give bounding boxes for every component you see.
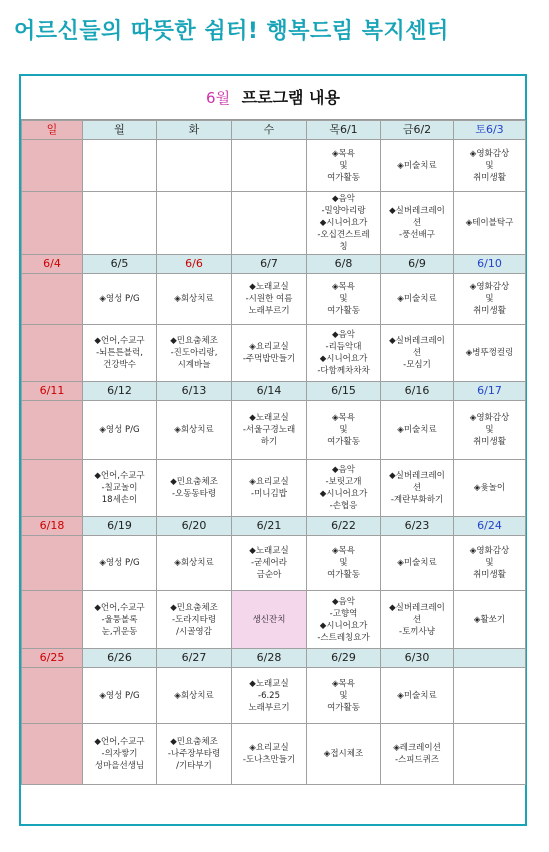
program-text: ◆실버레크레이 [389,206,445,216]
week-header-row [22,121,526,140]
program-text: ◈미술치료 [397,294,437,304]
program-text: ◆노래교실 [249,282,289,292]
program-text: ◈회상치료 [174,425,214,435]
program-text: 취미생활 [473,306,506,316]
program-text: ◆언어,수교구 [94,471,145,481]
program-cell [83,536,157,591]
program-cell [157,591,232,649]
program-text: -미니김밥 [251,489,287,499]
program-text: ◆노래교실 [249,678,289,689]
program-cell [157,536,232,591]
program-cell [381,140,454,192]
date-header-tue: 화 [157,121,232,140]
date-header-wed: 6/28 [232,649,307,668]
program-text: -토끼사냥 [399,626,435,637]
program-text: ◈영성 P/G [99,690,140,701]
program-cell [381,274,454,325]
program-text: -스트레칭요가 [317,632,370,643]
program-cell [157,274,232,325]
date-header-sun: 6/4 [22,255,83,274]
program-text: 및 [485,425,494,435]
program-text: ◈테이블탁구 [465,218,514,228]
program-cell [157,325,232,382]
program-text: ◈미술치료 [397,160,437,171]
program-text: -6.25 [258,690,280,701]
program-text: ◈요리교실 [249,477,289,487]
program-cell [454,460,526,517]
program-text: ◆실버레크레이 [389,336,445,346]
program-text: -도라지타령 [171,614,217,625]
program-cell [157,140,232,192]
program-text: ◈영성 P/G [99,294,140,304]
program-cell [381,536,454,591]
date-header-wed: 수 [232,121,307,140]
program-cell [83,325,157,382]
program-text: ◆시니어요가 [319,489,368,499]
program-text: -진도아리랑, [170,348,218,358]
week-header-row [22,649,526,668]
date-header-fri: 6/23 [381,517,454,536]
date-header-mon: 6/12 [83,382,157,401]
date-header-sat: 6/17 [454,382,526,401]
program-text: 생신잔치 [252,614,286,625]
date-header-fri: 금6/2 [381,121,454,140]
program-cell [381,325,454,382]
date-header-tue: 6/6 [157,255,232,274]
program-text: ◈레크레이션 [393,743,441,753]
program-text: ◈영화감상 [469,413,510,423]
program-cell [22,140,83,192]
program-text: ◈영화감상 [469,546,510,556]
program-cell [381,668,454,724]
program-row-am [22,401,526,460]
program-cell [83,274,157,325]
program-text: ◈영화감상 [469,282,510,292]
program-cell [83,192,157,255]
date-header-thu: 6/8 [307,255,381,274]
program-text: -도나츠만들기 [242,755,296,765]
program-cell [454,401,526,460]
program-cell [157,460,232,517]
date-header-wed: 6/7 [232,255,307,274]
program-text: ◆음악 [332,330,355,340]
program-text: -리듬악대 [325,342,362,352]
program-text: ◆민요춤체조 [170,602,218,613]
program-text: 여가활동 [327,172,360,183]
program-text: /기타부기 [176,761,212,771]
program-text: ◈목욕 [332,413,355,423]
program-cell [157,192,232,255]
program-cell [307,668,381,724]
program-text: 여가활동 [327,437,360,447]
program-text: 및 [485,558,494,568]
program-text: 시계바늘 [177,360,211,370]
date-header-mon: 월 [83,121,157,140]
date-header-mon: 6/5 [83,255,157,274]
date-header-thu: 6/22 [307,517,381,536]
program-cell [157,668,232,724]
program-text: 및 [485,160,494,171]
program-text: ◆민요춤체조 [170,477,218,487]
program-cell [307,325,381,382]
program-text: ◆음악 [332,194,355,204]
program-cell [232,192,307,255]
program-cell [232,536,307,591]
program-cell [83,724,157,785]
date-header-tue: 6/27 [157,649,232,668]
program-text: ◈영화감상 [469,148,510,159]
program-text: ◈윷놀이 [473,483,506,493]
program-text: 및 [339,558,348,568]
program-text: ◆언어,수교구 [94,602,145,613]
program-text: ◈목욕 [332,546,355,556]
program-text: 및 [339,425,348,435]
date-header-sat: 6/24 [454,517,526,536]
program-cell [454,325,526,382]
program-text: -칠교놀이 [101,483,138,493]
program-cell [232,591,307,649]
program-text: 취미생활 [473,570,506,580]
program-text: ◈미술치료 [397,425,437,435]
program-cell [454,591,526,649]
program-text: 여가활동 [327,702,360,713]
program-text: -시원한 여름 [245,294,293,304]
program-cell [83,401,157,460]
program-text: 18세손이 [101,495,138,505]
program-text: ◈회상치료 [174,294,214,304]
date-header-sun: 6/11 [22,382,83,401]
program-text: 및 [339,160,348,171]
program-text: 건강박수 [103,360,136,370]
program-text: -굳세어라 [251,558,287,568]
program-text: 션 [412,218,422,228]
program-cell [307,274,381,325]
program-text: -풍선배구 [399,230,435,240]
date-header-sun: 6/25 [22,649,83,668]
page-title: 어르신들의 따뜻한 쉼터! 행복드림 복지센터 [14,19,449,44]
program-text: ◆시니어요가 [319,620,368,631]
program-row-am [22,274,526,325]
program-cell [22,274,83,325]
date-header-tue: 6/13 [157,382,232,401]
program-text: 여가활동 [327,306,360,316]
program-text: ◈요리교실 [249,743,289,753]
program-text: ◈회상치료 [174,558,214,568]
program-cell [157,401,232,460]
program-cell [232,460,307,517]
program-text: -뇌튼튼블럭, [96,348,143,358]
program-cell [22,536,83,591]
program-text: ◈회상치료 [174,690,214,701]
program-cell [232,140,307,192]
program-text: ◆시니어요가 [319,354,368,364]
calendar-title-text: 프로그램 내용 [241,88,340,107]
program-text: -오동동타령 [171,489,217,499]
program-text: ◆노래교실 [249,413,289,423]
week-header-row [22,255,526,274]
program-text: 취미생활 [473,437,506,447]
program-cell [454,274,526,325]
calendar-month: 6월 [206,89,231,107]
program-cell [83,140,157,192]
date-header-wed: 6/21 [232,517,307,536]
program-cell [157,724,232,785]
program-cell [232,668,307,724]
program-text: ◈목욕 [332,678,355,689]
program-row-pm [22,325,526,382]
program-text: ◆실버레크레이 [389,602,445,613]
program-text: -모심기 [403,360,431,370]
program-text: ◈목욕 [332,282,355,292]
program-cell [454,536,526,591]
program-text: ◆민요춤체조 [170,336,218,346]
program-cell [22,668,83,724]
date-header-sun: 6/18 [22,517,83,536]
program-cell [307,536,381,591]
program-text: ◈목욕 [332,148,355,159]
program-cell [232,325,307,382]
program-text: -주먹밥만들기 [242,354,296,364]
program-text: 취미생활 [473,172,506,183]
program-cell [232,724,307,785]
program-cell [22,591,83,649]
program-text: ◈요리교실 [249,342,289,352]
program-cell [83,668,157,724]
program-cell [22,401,83,460]
program-row-pm [22,460,526,517]
program-cell [381,591,454,649]
program-cell [381,401,454,460]
program-cell [22,192,83,255]
program-row-pm [22,591,526,649]
program-cell [307,460,381,517]
program-text: -나주장부타령 [167,749,221,759]
program-text: -오십견스트레 [317,230,370,240]
program-text: 성마을선생님 [94,761,145,771]
program-cell [381,724,454,785]
program-text: 노래부르기 [248,702,290,713]
date-header-fri: 6/16 [381,382,454,401]
week-header-row [22,382,526,401]
date-header-fri: 6/30 [381,649,454,668]
program-text: 션 [412,614,422,625]
date-header-sat: 6/10 [454,255,526,274]
program-text: ◈미술치료 [397,558,437,568]
program-text: ◆실버레크레이 [389,471,445,481]
program-text: ◈병뚜껑컬링 [465,348,514,358]
program-text: 여가활동 [327,570,360,580]
program-text: -다함께차차차 [317,366,370,376]
program-text: -손협응 [329,501,358,511]
date-header-thu: 6/15 [307,382,381,401]
program-cell [454,724,526,785]
program-cell [307,192,381,255]
program-text: -보릿고개 [325,477,362,487]
program-text: 션 [412,348,422,358]
program-text: -밀양아리랑 [321,206,366,216]
program-cell [454,140,526,192]
program-cell [83,460,157,517]
program-cell [83,591,157,649]
program-row-am [22,140,526,192]
program-text: ◆언어,수교구 [94,737,145,747]
program-text: 션 [412,483,422,493]
program-text: -의자쌓기 [101,749,138,759]
calendar-frame [19,74,527,826]
program-cell [307,401,381,460]
program-text: ◈접시체조 [323,749,364,759]
program-cell [22,325,83,382]
program-text: ◈활쏘기 [473,614,506,625]
date-header-mon: 6/26 [83,649,157,668]
week-header-row [22,517,526,536]
program-row-pm [22,724,526,785]
program-text: 및 [339,690,348,701]
date-header-tue: 6/20 [157,517,232,536]
program-text: ◆민요춤체조 [170,737,218,747]
program-cell [307,724,381,785]
program-text: 눈,귀운동 [101,626,138,637]
program-cell [22,724,83,785]
program-row-am [22,668,526,724]
program-text: 노래부르기 [248,306,290,316]
date-header-thu: 목6/1 [307,121,381,140]
date-header-sun: 일 [22,121,83,140]
program-text: ◈미술치료 [397,690,437,701]
program-text: -서울구경노래 [242,425,296,435]
program-calendar-table [21,120,526,785]
program-cell [454,192,526,255]
program-text: 및 [485,294,494,304]
program-row-pm [22,192,526,255]
program-cell [307,591,381,649]
program-text: 및 [339,294,348,304]
calendar-title [21,76,525,120]
program-text: ◆시니어요가 [319,218,368,228]
date-header-sat [454,649,526,668]
program-text: ◆음악 [332,596,355,607]
program-text: 하기 [260,437,278,447]
program-cell [232,274,307,325]
date-header-mon: 6/19 [83,517,157,536]
program-cell [454,668,526,724]
program-text: -울퉁볼록 [101,614,138,625]
program-text: ◆언어,수교구 [94,336,145,346]
date-header-fri: 6/9 [381,255,454,274]
program-text: -계란부화하기 [390,495,444,505]
program-text: ◆음악 [332,465,355,475]
program-text: 칭 [339,242,348,252]
program-text: -스피드퀴즈 [394,755,440,765]
program-text: ◈영성 P/G [99,425,140,435]
program-row-am [22,536,526,591]
program-text: /시골영감 [176,626,212,637]
program-cell [22,460,83,517]
program-cell [381,460,454,517]
program-text: 금순아 [256,570,282,580]
program-cell [381,192,454,255]
date-header-thu: 6/29 [307,649,381,668]
program-cell [307,140,381,192]
program-text: ◈영성 P/G [99,558,140,568]
program-text: ◆노래교실 [249,546,289,556]
program-cell [232,401,307,460]
program-text: -고향역 [329,608,358,619]
date-header-wed: 6/14 [232,382,307,401]
date-header-sat: 토6/3 [454,121,526,140]
